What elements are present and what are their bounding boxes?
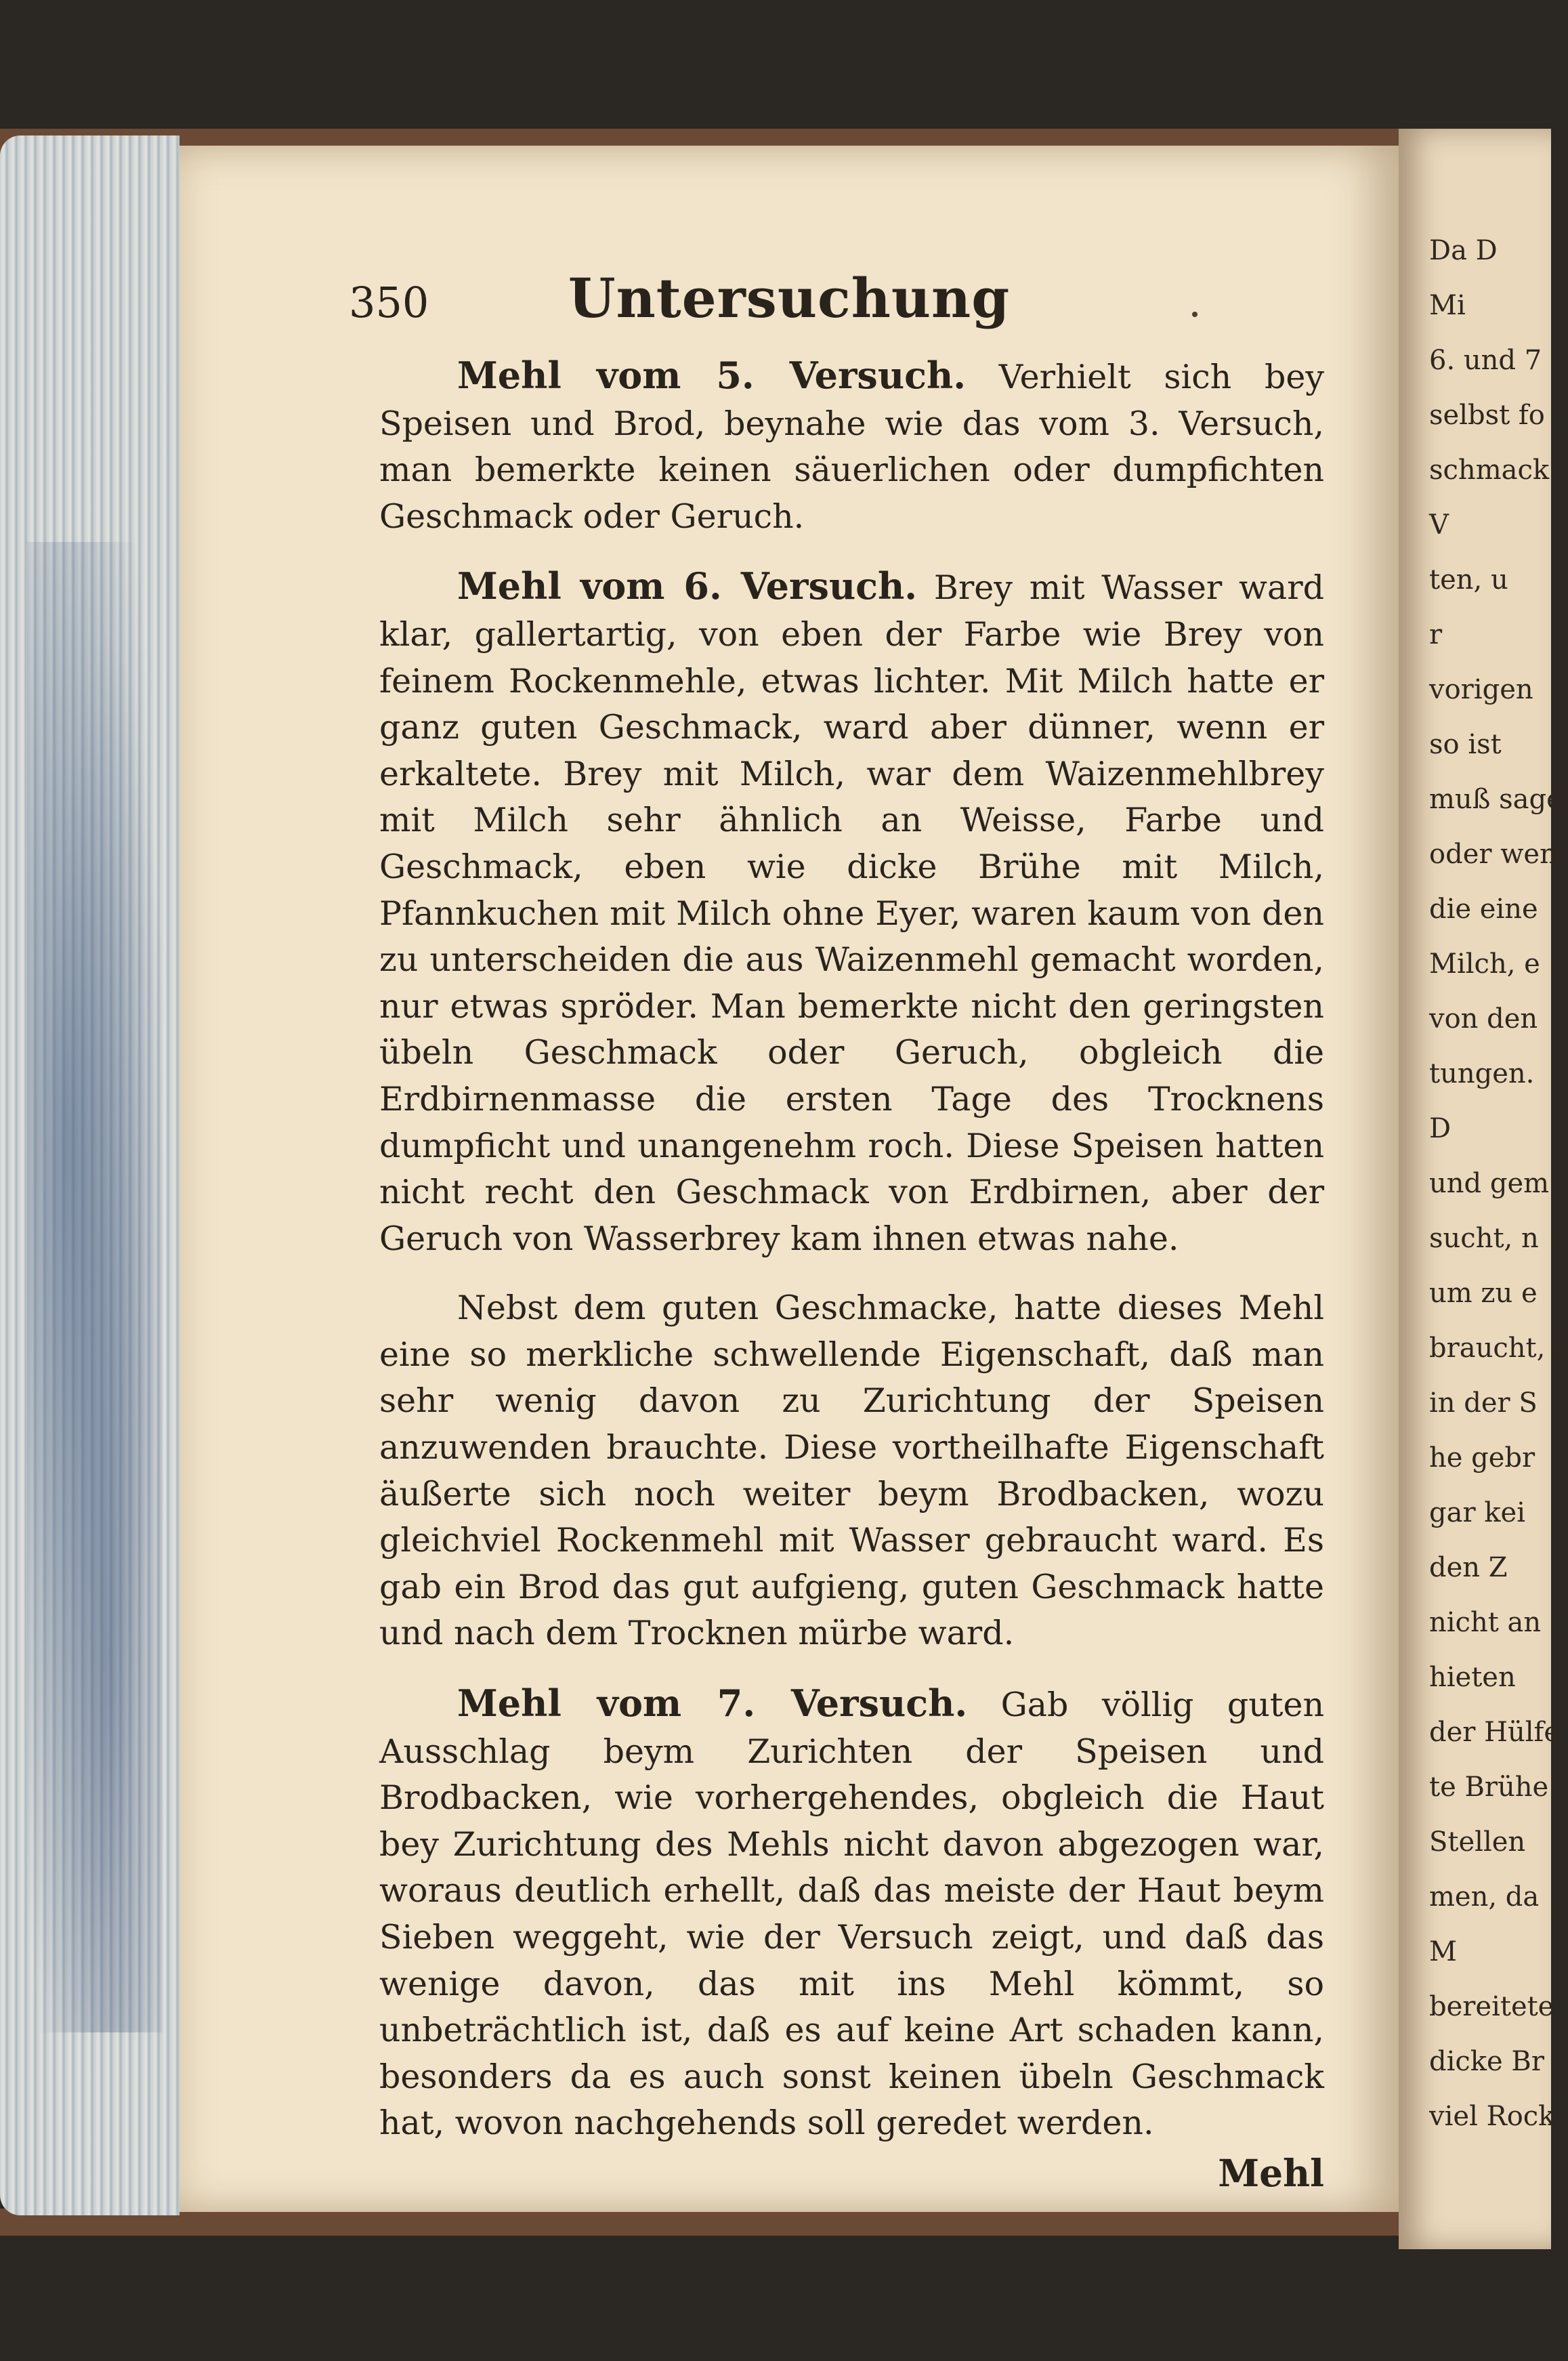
paragraph-lead: Mehl vom 5. Versuch.: [457, 354, 967, 397]
facing-page-line: gar kei: [1429, 1497, 1525, 1528]
facing-page-line: r: [1429, 619, 1443, 650]
facing-page-line: D: [1429, 1113, 1452, 1144]
book-cover-bottom: [0, 2209, 1443, 2236]
facing-page-line: bereitete: [1429, 1991, 1554, 2022]
page-edges: [0, 135, 179, 2215]
facing-page-line: vorigen: [1429, 674, 1533, 705]
paragraph-text: Gab völlig guten Ausschlag beym Zurichten der Speisen und Brodbacken, wie vorhergehendes, obgleich die Haut bey Zurichtung des Mehls nicht davon abgezogen war, woraus deutlich erhellt, daß das meiste der Haut beym Sieben weggeht, wie der Versuch zeigt, und daß das wenige davon, das mit ins Mehl kömmt, so unbeträchtlich ist, daß es auf keine Art schaden kann, besonders da es auch sonst keinen übeln Geschmack hat, wovon nachgehends soll geredet werden.: [379, 1686, 1324, 2143]
facing-page-line: den Z: [1429, 1552, 1508, 1583]
paragraph-lead: Mehl vom 7. Versuch.: [457, 1681, 968, 1726]
facing-page-line: und gem: [1429, 1168, 1550, 1199]
ink-speck: [1192, 312, 1198, 317]
facing-page-line: hieten: [1429, 1662, 1516, 1693]
facing-page-line: um zu e: [1429, 1278, 1538, 1309]
paragraph-text: Verhielt sich bey Speisen und Brod, beynahe wie das vom 3. Versuch, man bemerkte keinen säuerlichen oder dumpfichten Geschmack oder Geruch.: [379, 358, 1324, 536]
paragraph-lead: Mehl vom 6. Versuch.: [457, 564, 918, 608]
catchword: Mehl: [1218, 2151, 1324, 2195]
facing-page-line: dicke Br: [1429, 2046, 1544, 2077]
facing-page-line: M: [1429, 1936, 1457, 1967]
facing-page-line: he gebr: [1429, 1442, 1535, 1474]
facing-page-line: muß sage: [1429, 784, 1563, 815]
facing-page-line: ten, u: [1429, 564, 1508, 596]
facing-page-line: viel Rock: [1429, 2101, 1555, 2132]
facing-page-line: schmack: [1429, 455, 1550, 486]
facing-page-line: selbst fo: [1429, 400, 1545, 431]
facing-page-line: der Hülfe: [1429, 1717, 1561, 1748]
facing-page-line: V: [1429, 509, 1449, 541]
facing-page-line: so ist: [1429, 729, 1502, 760]
facing-page-line: Milch, e: [1429, 948, 1540, 980]
page-number: 350: [349, 278, 429, 327]
left-page: [179, 146, 1399, 2212]
facing-page-line: men, da: [1429, 1881, 1540, 1913]
paragraph: [379, 1285, 1324, 1657]
facing-page-line: 6. und 7: [1429, 345, 1542, 376]
facing-page: [1399, 129, 1568, 2249]
paragraph: [379, 1680, 1324, 2147]
facing-page-line: te Brühe: [1429, 1772, 1549, 1803]
facing-page-line: nicht an: [1429, 1607, 1542, 1638]
facing-page-line: Da D: [1429, 235, 1498, 266]
facing-page-line: braucht, z: [1429, 1333, 1568, 1364]
facing-page-line: Mi: [1429, 290, 1466, 321]
page-title: Untersuchung: [568, 266, 1011, 330]
facing-page-line: tungen.: [1429, 1058, 1535, 1089]
facing-page-line: Stellen: [1429, 1826, 1526, 1858]
paragraph-text: Brey mit Wasser ward klar, gallertartig, von eben der Farbe wie Brey von feinem Rockenmehle, etwas lichter. Mit Milch hatte er ganz guten Geschmack, ward aber dünner, wenn er erkaltete. Brey mit Milch, war dem Waizenmehlbrey mit Milch sehr ähnlich an Weisse, Farbe und Geschmack, eben wie dicke Brühe mit Milch, Pfannkuchen mit Milch ohne Eyer, waren kaum von den zu unterscheiden die aus Waizenmehl gemacht worden, nur etwas spröder. Man bemerkte nicht den geringsten übeln Geschmack oder Geruch, obgleich die Erdbirnenmasse die ersten Tage des Trocknens dumpficht und unangenehm roch. Diese Speisen hatten nicht recht den Geschmack von Erdbirnen, aber der Geruch von Wasserbrey kam ihnen etwas nahe.: [379, 568, 1324, 1258]
facing-page-line: oder wen: [1429, 839, 1557, 870]
body-text: [379, 352, 1324, 2170]
paragraph: [379, 352, 1324, 540]
paragraph-text: Nebst dem guten Geschmacke, hatte dieses Mehl eine so merkliche schwellende Eigenschaft, daß man sehr wenig davon zu Zurichtung der Speisen anzuwenden brauchte. Diese vortheilhafte Eigenschaft äußerte sich noch weiter beym Brodbacken, wozu gleichviel Rockenmehl mit Wasser gebraucht ward. Es gab ein Brod das gut aufgieng, guten Geschmack hatte und nach dem Trocknen mürbe ward.: [379, 1289, 1324, 1653]
paragraph: [379, 563, 1324, 1262]
facing-page-line: in der S: [1429, 1387, 1538, 1419]
facing-page-line: die eine: [1429, 894, 1538, 925]
facing-page-line: sucht, n: [1429, 1223, 1539, 1254]
facing-page-line: von den: [1429, 1003, 1538, 1035]
